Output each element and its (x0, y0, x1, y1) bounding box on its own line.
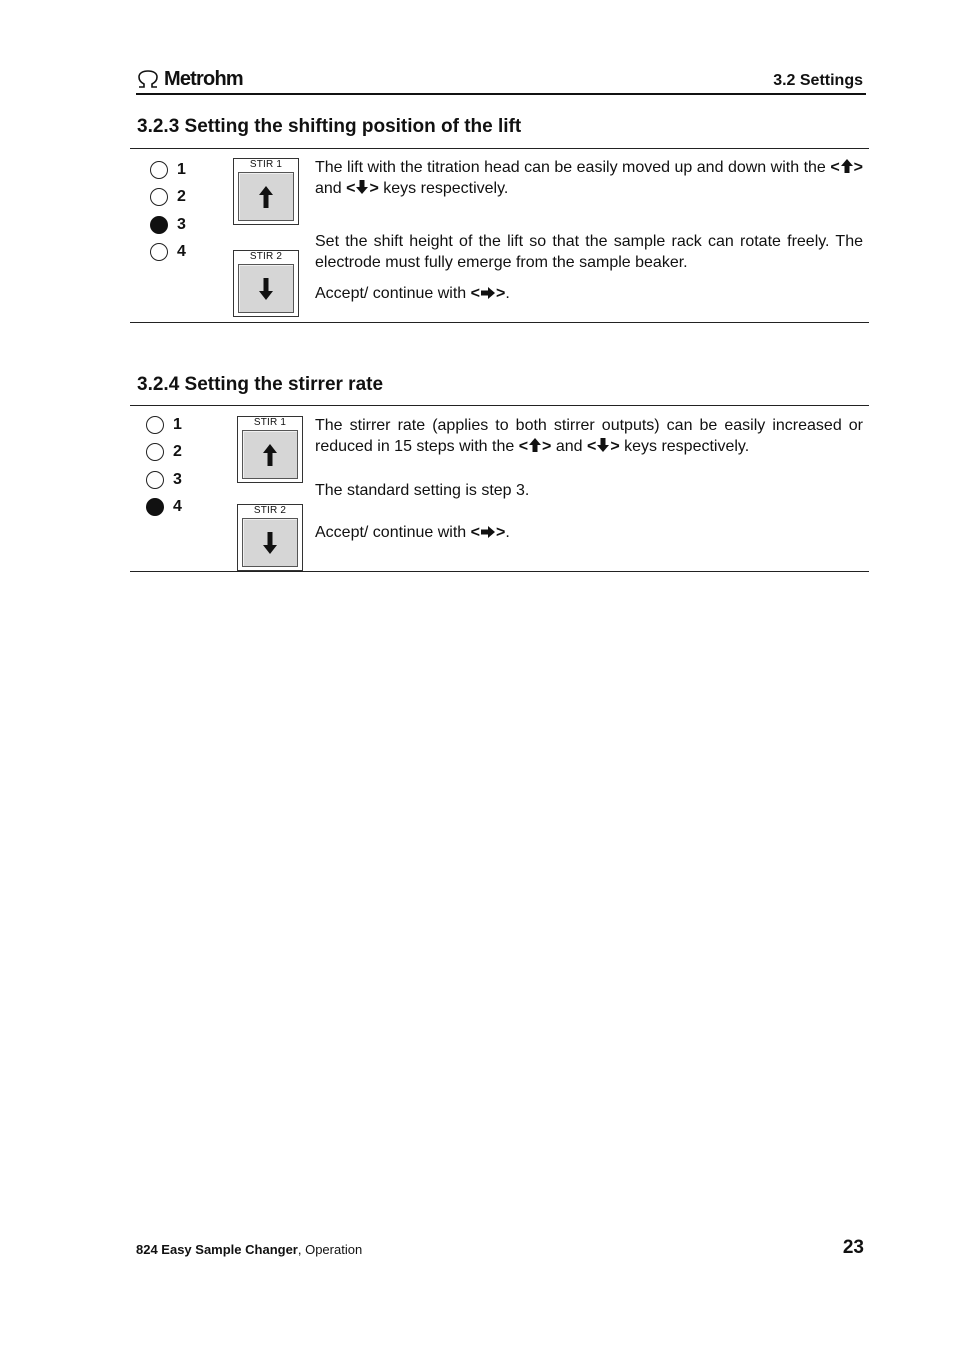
radio-label: 1 (173, 415, 182, 433)
text: < (830, 159, 840, 176)
radio-indicator-selected (146, 498, 164, 516)
section-rule-top (130, 405, 869, 406)
key-label: STIR 2 (253, 505, 287, 516)
radio-indicator (146, 471, 164, 489)
text: Accept/ continue with (315, 524, 471, 541)
text: < (470, 524, 480, 541)
text: < (346, 180, 356, 197)
text: keys respectively. (378, 180, 509, 197)
arrow-right-icon (480, 525, 496, 539)
lift-paragraph-2: Set the shift height of the lift so that the sample rack can rotate freely. The electrode must fully emerge from the sample beaker. (315, 233, 863, 271)
radio-item (146, 411, 182, 439)
stirrer-paragraph-2: The standard setting is step 3. (315, 482, 530, 499)
radio-label: 3 (177, 215, 186, 233)
footer-product (136, 1242, 362, 1257)
radio-group-stirrer (146, 411, 182, 521)
arrow-right-icon (480, 286, 496, 300)
arrow-up-icon (261, 442, 279, 468)
radio-item (150, 156, 186, 184)
arrow-up-icon (840, 158, 854, 174)
key-label: STIR 1 (253, 417, 287, 428)
product-name: 824 Easy Sample Changer (136, 1242, 298, 1257)
brand-logo (136, 66, 243, 92)
arrow-down-icon (596, 437, 610, 453)
key-label: STIR 2 (249, 251, 283, 262)
stir1-up-key (237, 416, 303, 483)
text: < (518, 438, 529, 455)
radio-item (150, 211, 186, 239)
text: . (505, 524, 510, 541)
lift-paragraph-1 (315, 157, 863, 199)
text: . (505, 285, 510, 302)
radio-label: 1 (177, 160, 186, 178)
key-face (242, 518, 298, 567)
text: and (551, 438, 587, 455)
stirrer-paragraph-3 (315, 522, 863, 543)
page-number: 23 (842, 1237, 864, 1258)
arrow-down-icon (261, 530, 279, 556)
text: > (369, 180, 379, 197)
radio-indicator (146, 416, 164, 434)
omega-icon (136, 69, 160, 89)
stir2-down-key (237, 504, 303, 571)
arrow-up-icon (528, 437, 542, 453)
text: > (495, 524, 506, 541)
radio-indicator (150, 161, 168, 179)
key-face (238, 172, 294, 221)
arrow-down-icon (355, 179, 369, 195)
text: keys respectively. (619, 438, 750, 455)
product-suffix: , Operation (297, 1242, 363, 1257)
arrow-down-icon (257, 276, 275, 302)
radio-indicator (150, 243, 168, 261)
radio-indicator (150, 188, 168, 206)
running-header-section: 3.2 Settings (773, 72, 863, 89)
stir1-up-key (233, 158, 299, 225)
text: < (586, 438, 597, 455)
radio-item (150, 184, 186, 212)
radio-label: 2 (173, 443, 182, 461)
radio-item (146, 466, 182, 494)
radio-label: 4 (173, 498, 182, 516)
lift-paragraph-3 (315, 283, 863, 304)
key-face (242, 430, 298, 479)
text: The stirrer rate (applies to both stirrer outputs) can be easily increased or reduced in 15 steps with the (315, 417, 863, 455)
key-face (238, 264, 294, 313)
stirrer-paragraph-1 (315, 415, 863, 457)
text: > (495, 285, 506, 302)
section-rule-top (130, 148, 869, 149)
text: > (853, 159, 863, 176)
radio-label: 4 (177, 243, 186, 261)
radio-item (146, 494, 182, 522)
text: < (470, 285, 480, 302)
radio-group-lift (150, 156, 186, 266)
section-rule-bottom (130, 322, 869, 323)
radio-indicator (146, 443, 164, 461)
text: The lift with the titration head can be easily moved up and down with the (315, 159, 826, 176)
arrow-up-icon (257, 184, 275, 210)
radio-label: 2 (177, 188, 186, 206)
radio-indicator-selected (150, 216, 168, 234)
stir2-down-key (233, 250, 299, 317)
radio-item (146, 439, 182, 467)
section-rule-bottom (130, 571, 869, 572)
section-title-stirrer: 3.2.4 Setting the stirrer rate (137, 374, 384, 395)
key-label: STIR 1 (249, 159, 283, 170)
text: > (610, 438, 620, 455)
text: Accept/ continue with (315, 285, 471, 302)
radio-item (150, 239, 186, 267)
header-rule (136, 93, 866, 95)
text: and (315, 180, 347, 197)
text: > (542, 438, 552, 455)
brand-name: Metrohm (164, 67, 243, 90)
radio-label: 3 (173, 470, 182, 488)
section-title-lift: 3.2.3 Setting the shifting position of the lift (137, 116, 522, 137)
